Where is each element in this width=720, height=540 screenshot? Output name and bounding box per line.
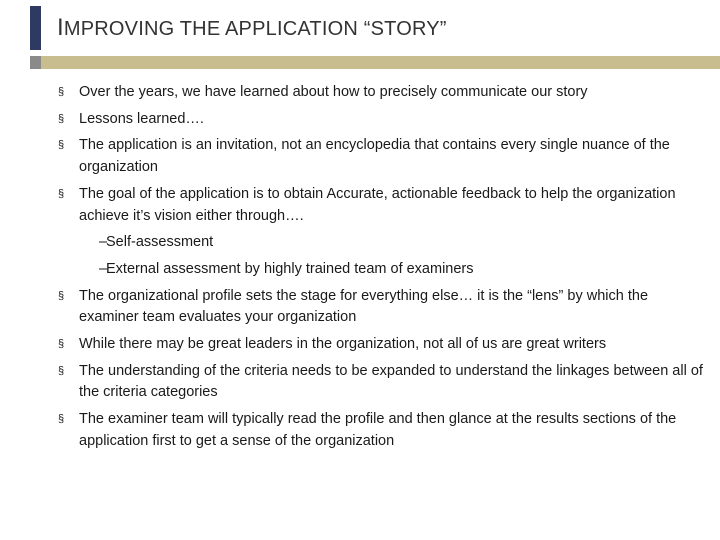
bullet-text: Over the years, we have learned about how to precisely communicate our story [79, 84, 588, 100]
bullet-icon: § [58, 289, 65, 302]
bullet-icon: § [58, 413, 65, 426]
bullet-item [58, 361, 708, 404]
bullet-item [58, 135, 708, 178]
bullet-text: The examiner team will typically read the profile and then glance at the results sections of the application first to get a sense of the organization [79, 411, 677, 449]
bullet-item [58, 286, 708, 329]
bullet-icon: § [58, 139, 65, 152]
slide-title: IMPROVING THE APPLICATION “STORY” [57, 14, 447, 41]
dash-icon: – [99, 260, 108, 277]
bullet-item [58, 82, 708, 104]
dash-icon: – [99, 234, 108, 251]
bullet-item [58, 409, 708, 452]
bullet-icon: § [58, 187, 65, 200]
bullet-icon: § [58, 364, 65, 377]
title-divider-cap [30, 56, 41, 69]
bullet-text: While there may be great leaders in the organization, not all of us are great writers [79, 336, 607, 353]
bullet-list [58, 82, 708, 453]
bullet-text: The organizational profile sets the stage for everything else… it is the “lens” by which the examiner team evaluates your organization [79, 287, 649, 326]
bullet-item [58, 334, 708, 356]
title-accent-bar [30, 6, 41, 50]
bullet-text: The understanding of the criteria needs to be expanded to understand the linkages between all of the criteria categories [79, 362, 703, 401]
bullet-text: The application is an invitation, not an encyclopedia that contains every single nuance of the organization [79, 137, 670, 176]
bullet-icon: § [58, 112, 65, 125]
bullet-icon: § [58, 86, 65, 98]
title-divider-band [30, 56, 720, 69]
sub-bullet-item [58, 259, 708, 281]
bullet-icon: § [58, 338, 65, 351]
sub-bullet-item [58, 232, 708, 254]
bullet-text: Lessons learned…. [79, 110, 204, 127]
sub-bullet-text: Self-assessment [106, 234, 214, 251]
sub-bullet-text: External assessment by highly trained team of examiners [106, 260, 474, 277]
bullet-text: The goal of the application is to obtain Accurate, actionable feedback to help the organization achieve it’s vision either through…. [79, 185, 676, 224]
bullet-item [58, 109, 708, 131]
bullet-item [58, 184, 708, 227]
